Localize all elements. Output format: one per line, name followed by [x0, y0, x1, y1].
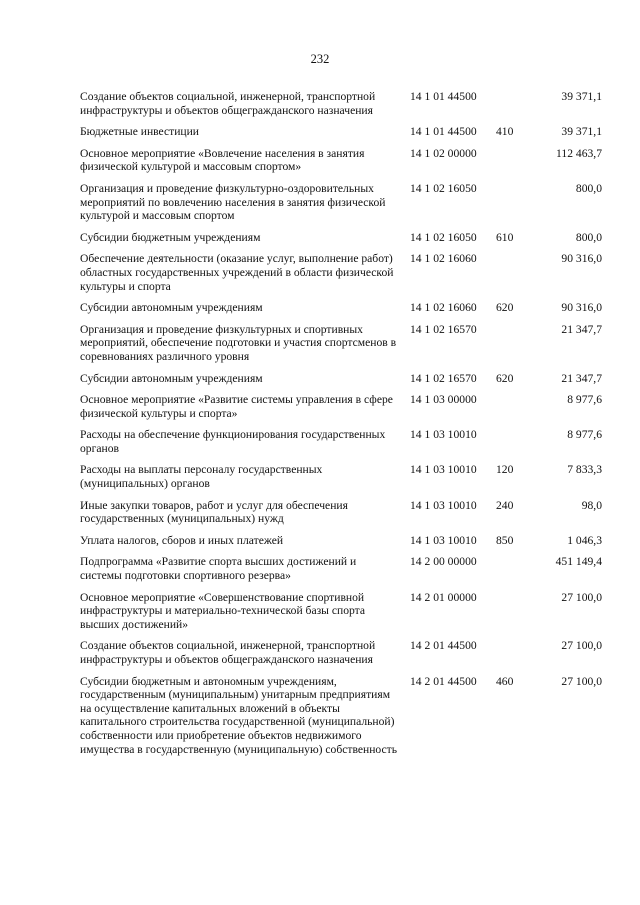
row-name: Организация и проведение физкультурно-оздоровительных мероприятий по вовлечению населения в занятия физической культурой и массовым спортом [80, 181, 386, 223]
row-code: 14 1 03 10010 [410, 498, 477, 512]
row-name: Создание объектов социальной, инженерной, транспортной инфраструктуры и объектов общегражданского назначения [80, 90, 376, 117]
row-name: Субсидии бюджетным и автономным учреждениям, государственным (муниципальным) унитарным предприятиям на осуществление капитальных вложений в объекты капитального строительства государственной (муниципальной) собственности или приобретение объектов недвижимого имущества в государственную (муниципальную) собственность [80, 674, 397, 756]
row-code: 14 1 02 16570 [410, 322, 477, 336]
row-expense-type: 410 [496, 125, 514, 139]
page-number: 232 [310, 52, 330, 66]
table-row [80, 499, 602, 526]
row-amount: 27 100,0 [561, 639, 602, 653]
row-amount: 800,0 [575, 230, 602, 244]
row-amount: 90 316,0 [561, 252, 602, 266]
table-row [80, 231, 602, 245]
row-name: Расходы на выплаты персоналу государственных (муниципальных) органов [80, 463, 323, 491]
row-name: Бюджетные инвестиции [80, 125, 200, 139]
row-code: 14 2 01 00000 [410, 590, 477, 604]
row-name: Основное мероприятие «Развитие системы управления в сфере физической культуры и спорта» [80, 393, 393, 420]
row-code: 14 1 03 00000 [410, 393, 477, 407]
row-name: Уплата налогов, сборов и иных платежей [80, 533, 284, 547]
row-expense-type: 620 [496, 371, 514, 385]
row-amount: 27 100,0 [561, 590, 602, 604]
row-amount: 39 371,1 [561, 90, 602, 103]
row-amount: 90 316,0 [561, 301, 602, 315]
row-name: Организация и проведение физкультурных и спортивных мероприятий, обеспечение подготовки и участия спортсменов в соревнованиях различного уровня [80, 322, 397, 363]
row-code: 14 1 02 00000 [410, 146, 477, 160]
row-amount: 451 149,4 [555, 555, 602, 569]
row-name: Основное мероприятие «Совершенствование спортивной инфраструктуры и материально-технической базы спорта высших достижений» [80, 590, 366, 631]
row-name: Подпрограмма «Развитие спорта высших достижений и системы подготовки спортивного резерва» [80, 555, 357, 583]
table-row [80, 428, 602, 455]
row-amount: 1 046,3 [567, 533, 602, 547]
table-row [80, 90, 602, 117]
table-row [80, 323, 602, 364]
row-amount: 7 833,3 [567, 463, 602, 477]
row-amount: 21 347,7 [561, 322, 602, 336]
table-row [80, 125, 602, 139]
table-row [80, 534, 602, 548]
row-amount: 800,0 [575, 181, 602, 195]
row-code: 14 2 01 44500 [410, 639, 477, 653]
row-amount: 21 347,7 [561, 371, 602, 385]
row-expense-type: 610 [496, 230, 514, 244]
row-name: Субсидии автономным учреждениям [80, 371, 263, 385]
table-row [80, 372, 602, 386]
row-name: Основное мероприятие «Вовлечение населения в занятия физической культурой и массовым спортом» [80, 146, 365, 174]
table-row [80, 639, 602, 666]
row-name: Субсидии бюджетным учреждениям [80, 230, 261, 244]
row-code: 14 1 03 10010 [410, 428, 477, 442]
row-code: 14 1 02 16050 [410, 230, 477, 244]
row-expense-type: 120 [496, 463, 514, 477]
table-row [80, 182, 602, 223]
row-code: 14 1 03 10010 [410, 463, 477, 477]
table-row [80, 393, 602, 420]
row-code: 14 1 02 16060 [410, 301, 477, 315]
row-expense-type: 850 [496, 533, 514, 547]
row-amount: 112 463,7 [556, 146, 602, 160]
row-name: Иные закупки товаров, работ и услуг для обеспечения государственных (муниципальных) нужд [80, 498, 348, 526]
row-code: 14 2 01 44500 [410, 674, 477, 688]
table-row [80, 591, 602, 632]
row-code: 14 1 02 16570 [410, 371, 477, 385]
row-expense-type: 240 [496, 498, 514, 512]
row-code: 14 1 01 44500 [410, 125, 477, 139]
row-code: 14 2 00 00000 [410, 555, 477, 569]
row-code: 14 1 02 16060 [410, 252, 477, 266]
row-code: 14 1 01 44500 [410, 90, 477, 103]
table-row [80, 555, 602, 582]
table-row [80, 147, 602, 174]
row-name: Расходы на обеспечение функционирования государственных органов [80, 428, 386, 455]
row-name: Обеспечение деятельности (оказание услуг, выполнение работ) областных государственных учреждений в области физической культуры и спорта [80, 252, 394, 293]
row-amount: 8 977,6 [567, 428, 602, 442]
budget-table [80, 90, 602, 764]
row-amount: 39 371,1 [561, 125, 602, 139]
row-name: Создание объектов социальной, инженерной, транспортной инфраструктуры и объектов общегражданского назначения [80, 639, 376, 666]
row-code: 14 1 03 10010 [410, 533, 477, 547]
row-expense-type: 460 [496, 674, 514, 688]
table-row [80, 675, 602, 757]
row-amount: 98,0 [581, 498, 602, 512]
row-amount: 8 977,6 [567, 393, 602, 407]
row-name: Субсидии автономным учреждениям [80, 301, 263, 315]
table-row [80, 252, 602, 293]
row-amount: 27 100,0 [561, 674, 602, 688]
row-expense-type: 620 [496, 301, 514, 315]
row-code: 14 1 02 16050 [410, 181, 477, 195]
table-row [80, 463, 602, 490]
table-row [80, 301, 602, 315]
